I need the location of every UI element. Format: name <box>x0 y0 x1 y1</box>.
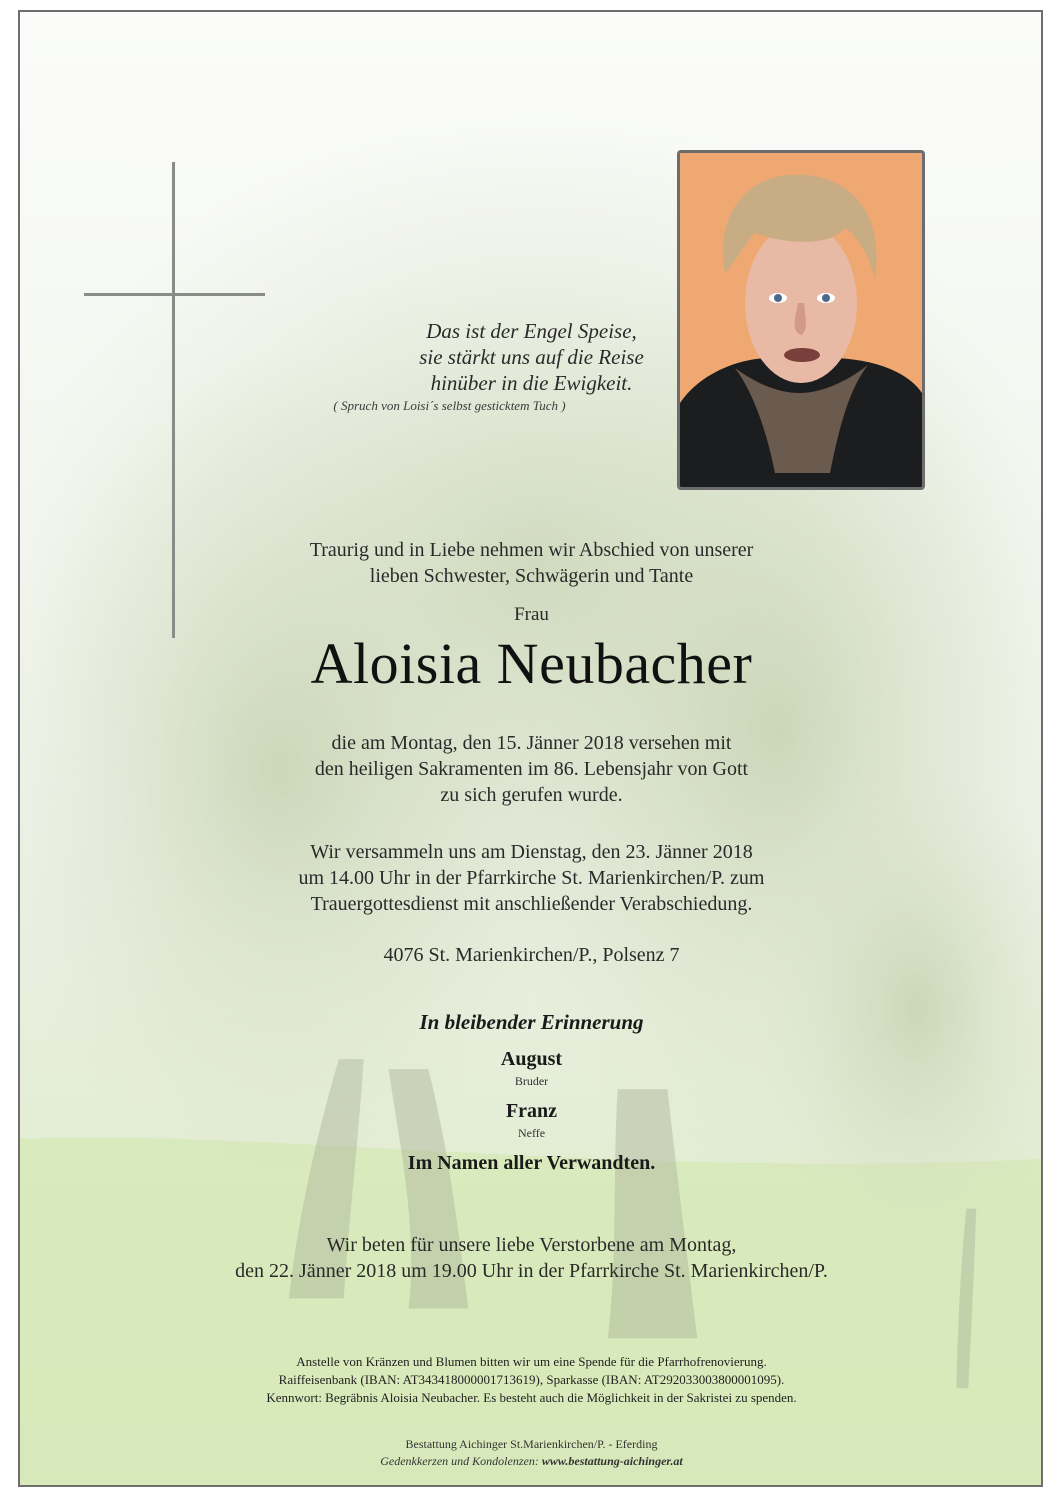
address: 4076 St. Marienkirchen/P., Polsenz 7 <box>383 944 680 966</box>
verse-line: hinüber in die Ewigkeit. <box>430 371 633 395</box>
donation-line: Kennwort: Begräbnis Aloisia Neubacher. Es besteht auch die Möglichkeit in der Sakristei zu spenden. <box>266 1390 797 1405</box>
mourner-relation: Bruder <box>514 1074 549 1088</box>
funeral-line: Wir versammeln uns am Dienstag, den 23. Jänner 2018 <box>310 841 753 863</box>
death-notice-line: den heiligen Sakramenten im 86. Lebensjahr von Gott <box>314 758 749 780</box>
funeral-line: Trauergottesdienst mit anschließender Verabschiedung. <box>310 893 753 915</box>
intro-text <box>0 537 1063 589</box>
memory-title: In bleibender Erinnerung <box>419 1010 644 1034</box>
undertaker-footer <box>0 1436 1063 1470</box>
condolence-line <box>0 1453 1063 1470</box>
mourner-name: Franz <box>505 1100 558 1122</box>
prayer-notice <box>0 1232 1063 1284</box>
death-notice <box>0 730 1063 808</box>
salutation: Frau <box>514 604 549 625</box>
intro-line: lieben Schwester, Schwägerin und Tante <box>369 565 694 587</box>
mourner-name: August <box>500 1048 563 1070</box>
prayer-line: Wir beten für unsere liebe Verstorbene am Montag, <box>326 1234 737 1256</box>
mourner-relation: Neffe <box>517 1126 546 1140</box>
closing-line: Im Namen aller Verwandten. <box>407 1152 656 1174</box>
verse-line: sie stärkt uns auf die Reise <box>419 345 644 369</box>
intro-line: Traurig und in Liebe nehmen wir Abschied von unserer <box>309 539 754 561</box>
donation-line: Anstelle von Kränzen und Blumen bitten wir um eine Spende für die Pfarrhofrenovierung. <box>296 1354 767 1369</box>
undertaker-name: Bestattung Aichinger St.Marienkirchen/P. - Eferding <box>405 1437 658 1451</box>
funeral-line: um 14.00 Uhr in der Pfarrkirche St. Marienkirchen/P. zum <box>298 867 765 889</box>
condolence-label: Gedenkkerzen und Kondolenzen: <box>380 1454 539 1468</box>
verse-source: ( Spruch von Loisi´s selbst gesticktem Tuch ) <box>333 398 566 413</box>
website-link[interactable]: www.bestattung-aichinger.at <box>541 1454 683 1468</box>
donation-line: Raiffeisenbank (IBAN: AT343418000001713619), Sparkasse (IBAN: AT292033003800001095). <box>278 1372 785 1387</box>
verse-line: Das ist der Engel Speise, <box>426 319 637 343</box>
death-notice-line: zu sich gerufen wurde. <box>440 784 623 806</box>
cross-horizontal-bar <box>84 293 265 296</box>
verse <box>0 318 1063 396</box>
death-notice-line: die am Montag, den 15. Jänner 2018 versehen mit <box>331 732 732 754</box>
donation-notice <box>0 1353 1063 1407</box>
deceased-name: Aloisia Neubacher <box>310 631 753 696</box>
funeral-details <box>0 839 1063 917</box>
prayer-line: den 22. Jänner 2018 um 19.00 Uhr in der Pfarrkirche St. Marienkirchen/P. <box>235 1260 828 1282</box>
